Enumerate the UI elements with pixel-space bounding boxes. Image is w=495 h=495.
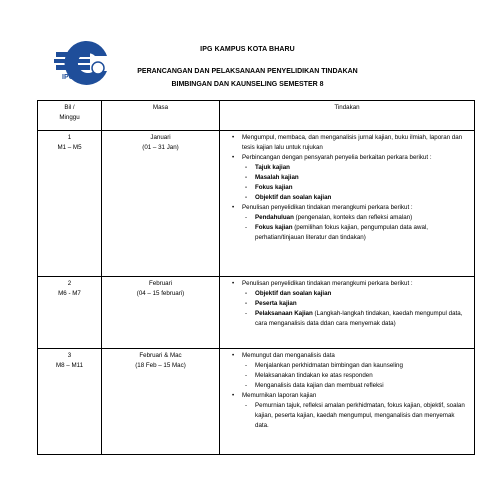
row-masa: Februari (04 – 15 februari)	[102, 277, 220, 349]
header-bil-minggu: Bil / Minggu	[38, 101, 102, 131]
document-title-line1: PERANCANGAN DAN PELAKSANAAN PENYELIDIKAN TINDAKAN	[137, 68, 358, 75]
sub-item: - Objektif dan soalan kajian	[245, 290, 332, 297]
table-row	[38, 349, 475, 455]
list-item: • Mengumpul, membaca, dan menganalisis jurnal kajian, buku ilmiah, laporan dan tesis kajian lalu untuk rujukan	[232, 134, 463, 151]
row-tindakan	[220, 131, 475, 277]
header-masa: Masa	[102, 101, 220, 131]
list-item: • Penulisan penyelidikan tindakan merangkumi perkara berikut :	[232, 280, 413, 287]
sub-item: - Masalah kajian	[245, 174, 299, 181]
sub-item: - Melaksanakan tindakan ke atas responden	[245, 372, 373, 379]
row-tindakan	[220, 277, 475, 349]
document-title-line2: BIMBINGAN DAN KAUNSELING SEMESTER 8	[171, 81, 324, 88]
row-tindakan	[220, 349, 475, 455]
sub-item: - Objektif dan soalan kajian	[245, 194, 332, 201]
sub-item: - Fokus kajian (pemilihan fokus kajian, pengumpulan data awal, perhatian/tinjauan literatur dan tindakan)	[245, 224, 429, 241]
sub-item: - Pemurnian tajuk, refleksi amalan perkhidmatan, fokus kajian, objektif, soalan kajian, peserta kajian, kaedah mengumpul, menganalisis dan menyemak data.	[245, 402, 465, 429]
sub-item: - Pelaksanaan Kajian (Langkah-langkah tindakan, kaedah mengumpul data, cara menganalisis data ddan cara menyemak data)	[245, 310, 463, 327]
sub-item: - Menganalisis data kajian dan membuat refleksi	[245, 382, 384, 389]
sub-item: - Peserta kajian	[245, 300, 297, 307]
table-header-row	[38, 101, 475, 131]
row-bil: 3 M8 – M11	[38, 349, 102, 455]
svg-text:IPG: IPG	[62, 74, 75, 81]
sub-item: - Menjalankan perkhidmatan bimbingan dan kaunseling	[245, 362, 403, 369]
schedule-table	[37, 100, 475, 455]
list-item: • Memurnikan laporan kajian	[232, 392, 317, 399]
sub-item: - Tajuk kajian	[245, 164, 290, 171]
row-masa: Februari & Mac (18 Feb – 15 Mac)	[102, 349, 220, 455]
header-tindakan: Tindakan	[220, 101, 475, 131]
row-bil: 2 M6 - M7	[38, 277, 102, 349]
sub-item: - Pendahuluan (pengenalan, konteks dan refleksi amalan)	[245, 214, 413, 221]
list-item: • Penulisan penyelidikan tindakan merangkumi perkara berikut :	[232, 204, 413, 211]
list-item: • Perbincangan dengan pensyarah penyelia berkaitan perkara berikut :	[232, 154, 432, 161]
table-row	[38, 131, 475, 277]
row-masa: Januari (01 – 31 Jan)	[102, 131, 220, 277]
table-row	[38, 277, 475, 349]
school-name: IPG KAMPUS KOTA BHARU	[200, 46, 295, 53]
row-bil: 1 M1 – M5	[38, 131, 102, 277]
list-item: • Memungut dan menganalisis data	[232, 352, 335, 359]
sub-item: - Fokus kajian	[245, 184, 293, 191]
